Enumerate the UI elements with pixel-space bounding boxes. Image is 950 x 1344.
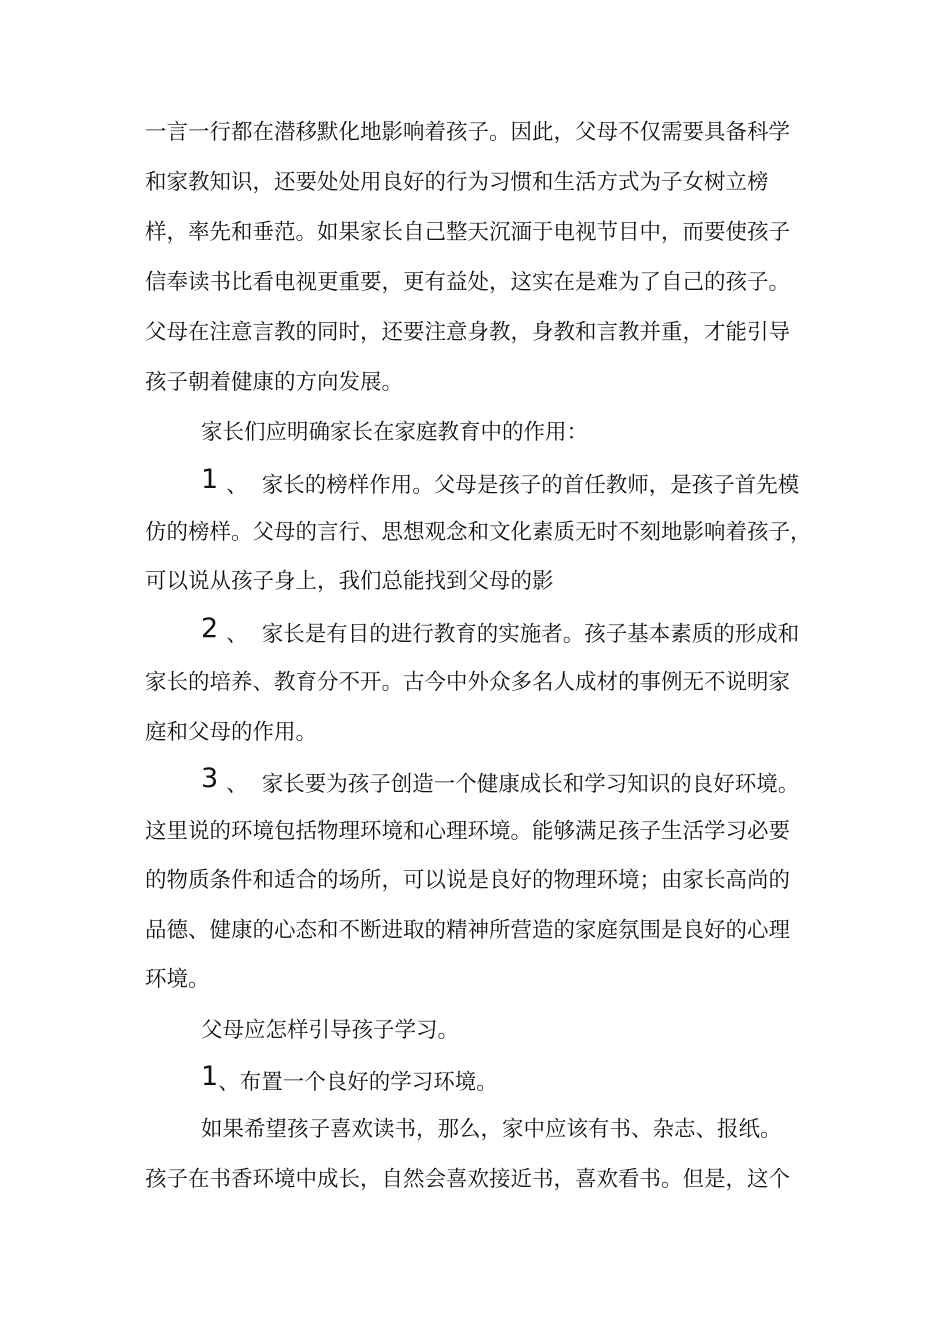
list-separator: 、: [226, 473, 248, 498]
paragraph-line: 孩子在书香环境中成长，自然会喜欢接近书，喜欢看书。但是，这个: [145, 1167, 791, 1192]
list-item-1b: [201, 1061, 498, 1098]
paragraph-line: 样，率先和垂范。如果家长自己整天沉湎于电视节目中，而要使孩子: [145, 220, 791, 245]
paragraph-line: 和家教知识，还要处处用良好的行为习惯和生活方式为子女树立榜: [145, 170, 769, 195]
paragraph-line: 一言一行都在潜移默化地影响着孩子。因此，父母不仅需要具备科学: [145, 120, 791, 145]
section-heading: 父母应怎样引导孩子学习。: [201, 1018, 460, 1043]
paragraph-line: 如果希望孩子喜欢读书，那么，家中应该有书、杂志、报纸。: [201, 1117, 782, 1142]
list-item-text: 家长是有目的进行教育的实施者。孩子基本素质的形成和: [261, 622, 800, 647]
paragraph-line: 品德、健康的心态和不断进取的精神所营造的家庭氛围是良好的心理: [145, 918, 791, 943]
section-heading: 家长们应明确家长在家庭教育中的作用：: [201, 420, 589, 445]
paragraph-line: 环境。: [145, 967, 210, 992]
paragraph-line: 孩子朝着健康的方向发展。: [145, 370, 404, 395]
list-item-text: 布置一个良好的学习环境。: [239, 1070, 498, 1095]
list-item-text: 家长的榜样作用。父母是孩子的首任教师，是孩子首先模: [261, 473, 800, 498]
paragraph-line: 这里说的环境包括物理环境和心理环境。能够满足孩子生活学习必要: [145, 819, 791, 844]
list-separator: 、: [226, 622, 248, 647]
paragraph-line: 的物质条件和适合的场所，可以说是良好的物理环境；由家长高尚的: [145, 868, 791, 893]
paragraph-line: 父母在注意言教的同时，还要注意身教，身教和言教并重，才能引导: [145, 320, 791, 345]
list-separator: 、: [218, 1070, 240, 1095]
list-number: 1: [201, 464, 219, 495]
list-item-3: [201, 763, 800, 800]
list-separator: 、: [226, 772, 248, 797]
paragraph-line: 信奉读书比看电视更重要，更有益处，这实在是难为了自己的孩子。: [145, 270, 791, 295]
list-item-1: [201, 464, 800, 501]
paragraph-line: 庭和父母的作用。: [145, 720, 318, 745]
paragraph-line: 仿的榜样。父母的言行、思想观念和文化素质无时不刻地影响着孩子，: [145, 520, 812, 545]
list-number: 3: [201, 763, 219, 794]
list-number: 2: [201, 613, 219, 644]
list-item-text: 家长要为孩子创造一个健康成长和学习知识的良好环境。: [261, 772, 800, 797]
paragraph-line: 家长的培养、教育分不开。古今中外众多名人成材的事例无不说明家: [145, 670, 791, 695]
paragraph-line: 可以说从孩子身上，我们总能找到父母的影: [145, 569, 554, 594]
list-number: 1: [201, 1061, 219, 1092]
list-item-2: [201, 613, 800, 650]
